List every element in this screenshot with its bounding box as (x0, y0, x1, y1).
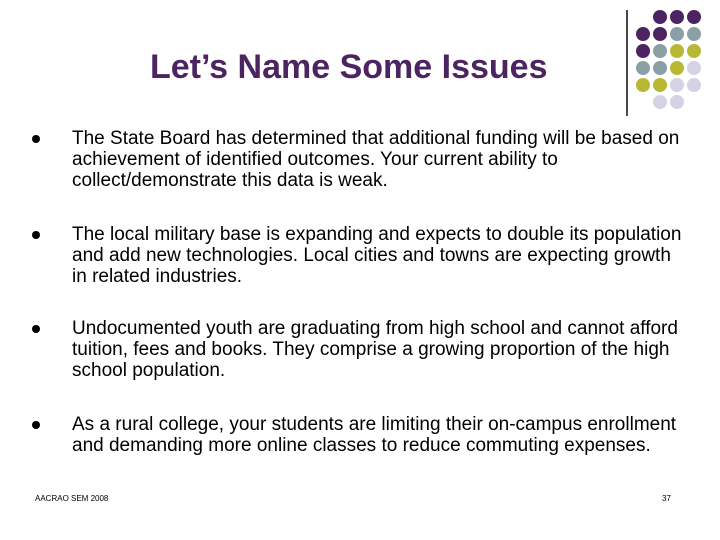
decorative-dot (636, 27, 650, 41)
decorative-dot (653, 44, 667, 58)
decorative-dot (687, 95, 701, 109)
decorative-dot-grid (636, 10, 701, 109)
decorative-dot (687, 27, 701, 41)
bullet-item (30, 414, 690, 456)
decorative-dot (636, 10, 650, 24)
decorative-dot (653, 61, 667, 75)
decorative-dot (670, 10, 684, 24)
decorative-dot (670, 44, 684, 58)
title-divider-line (626, 10, 628, 116)
decorative-dot (636, 78, 650, 92)
decorative-dot (636, 95, 650, 109)
bullet-icon (32, 231, 40, 239)
slide-title: Let’s Name Some Issues (150, 48, 548, 86)
bullet-icon (32, 325, 40, 333)
bullet-item (30, 318, 690, 381)
decorative-dot (653, 95, 667, 109)
decorative-dot (687, 78, 701, 92)
bullet-item (30, 224, 690, 287)
bullet-item (30, 128, 690, 191)
bullet-text: The State Board has determined that additional funding will be based on achievement of identified outcomes. Your current ability to collect/demonstrate this data is weak. (72, 128, 680, 191)
decorative-dot (670, 95, 684, 109)
bullet-text: Undocumented youth are graduating from high school and cannot afford tuition, fees and books. They comprise a growing proportion of the high school population. (72, 318, 678, 381)
page-number: 37 (662, 494, 671, 503)
decorative-dot (653, 10, 667, 24)
decorative-dot (653, 78, 667, 92)
bullet-text: As a rural college, your students are limiting their on-campus enrollment and demanding more online classes to reduce commuting expenses. (72, 414, 677, 456)
decorative-dot (670, 27, 684, 41)
decorative-dot (653, 27, 667, 41)
decorative-dot (687, 44, 701, 58)
bullet-icon (32, 135, 40, 143)
bullet-icon (32, 421, 40, 429)
decorative-dot (670, 78, 684, 92)
decorative-dot (670, 61, 684, 75)
decorative-dot (636, 44, 650, 58)
decorative-dot (687, 61, 701, 75)
footer-label: AACRAO SEM 2008 (35, 494, 109, 503)
decorative-dot (636, 61, 650, 75)
bullet-text: The local military base is expanding and expects to double its population and add new technologies. Local cities and towns are expecting growth in related industries. (72, 224, 682, 287)
decorative-dot (687, 10, 701, 24)
